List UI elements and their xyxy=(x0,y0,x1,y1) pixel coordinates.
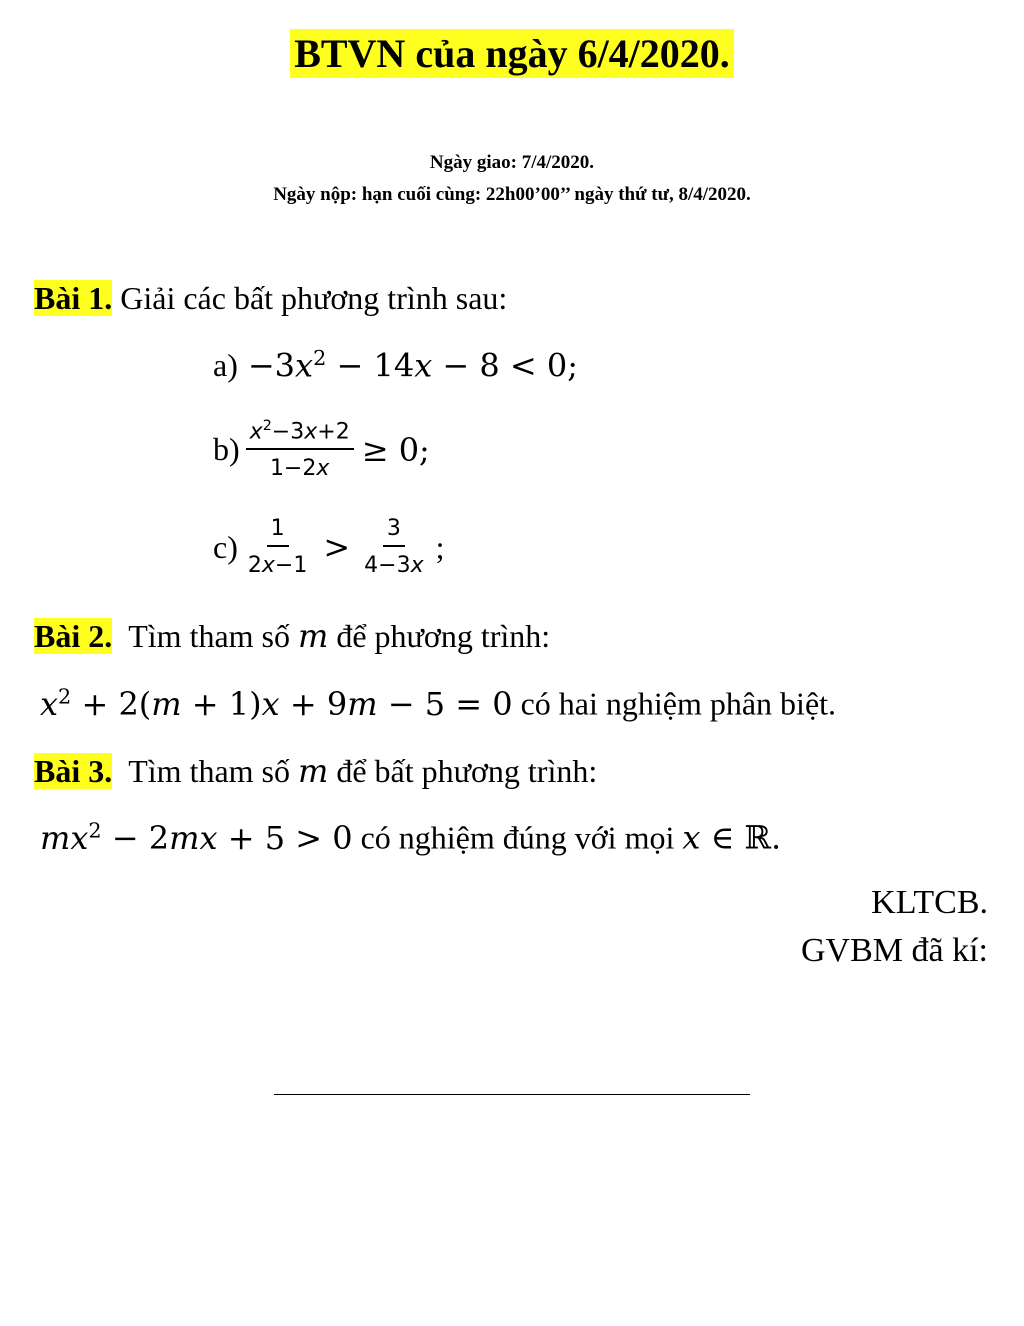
problem-2-text-after: để phương trình: xyxy=(336,618,551,654)
problem-1b-relation: ≥ 0; xyxy=(361,430,430,469)
assigned-date: Ngày giao: 7/4/2020. xyxy=(429,152,595,173)
problem-1c-left-fraction: $\frac{1}{2x-1}$ xyxy=(247,516,308,578)
problem-3-condition: có nghiệm đúng với mọi xyxy=(360,819,675,856)
problem-2-tag: Bài 2. xyxy=(34,618,113,654)
problem-3-var: m xyxy=(298,752,329,790)
problem-1a xyxy=(213,346,578,385)
problem-2-formula: $x^2 + 2(m + 1)x + 9m - 5 = 0$ xyxy=(40,684,513,723)
title-text: BTVN của ngày 6/4/2020. xyxy=(290,29,734,78)
org-label: KLTCB. xyxy=(871,884,988,921)
problem-1c-right-fraction: $\frac{3}{4-3x}$ xyxy=(364,516,424,578)
problem-1b-label: b) xyxy=(213,431,240,468)
problem-1-tag: Bài 1. xyxy=(34,280,113,316)
problem-1-heading xyxy=(34,280,507,317)
problem-3-heading xyxy=(34,752,597,790)
problem-3-tag: Bài 3. xyxy=(34,753,113,789)
problem-3-inequality xyxy=(40,818,781,857)
problem-2-equation xyxy=(40,684,836,723)
problem-3-domain: x ∈ ℝ. xyxy=(682,818,782,857)
signature-label: GVBM đã kí: xyxy=(801,932,988,969)
problem-3-formula: $mx^2 - 2mx + 5 > 0$ xyxy=(40,818,353,857)
problem-2-heading xyxy=(34,617,550,655)
page-title xyxy=(0,30,1024,77)
signature-line xyxy=(274,1094,750,1095)
problem-1b-fraction: $\frac{x^2-3x+2}{1-2x}$ xyxy=(246,418,354,481)
problem-1-text: Giải các bất phương trình sau: xyxy=(120,280,508,316)
problem-3-text-after: để bất phương trình: xyxy=(336,753,598,789)
problem-2-text-before: Tìm tham số xyxy=(128,618,290,654)
problem-2-var: m xyxy=(298,617,329,655)
problem-1c: c) $\frac{1}{2x-1}$ > $\frac{3}{4-3x}$ ; xyxy=(213,516,445,578)
due-date: Ngày nộp: hạn cuối cùng: 22h00’00’’ ngày thứ tư, 8/4/2020. xyxy=(273,184,751,205)
problem-1b xyxy=(213,418,430,481)
problem-1a-label: a) xyxy=(213,346,238,383)
problem-3-text-before: Tìm tham số xyxy=(128,753,290,789)
problem-2-condition: có hai nghiệm phân biệt. xyxy=(520,685,837,722)
problem-1a-formula: $-3x^2 - 14x - 8 < 0$; xyxy=(247,346,579,385)
problem-1c-label: c) xyxy=(213,528,238,565)
